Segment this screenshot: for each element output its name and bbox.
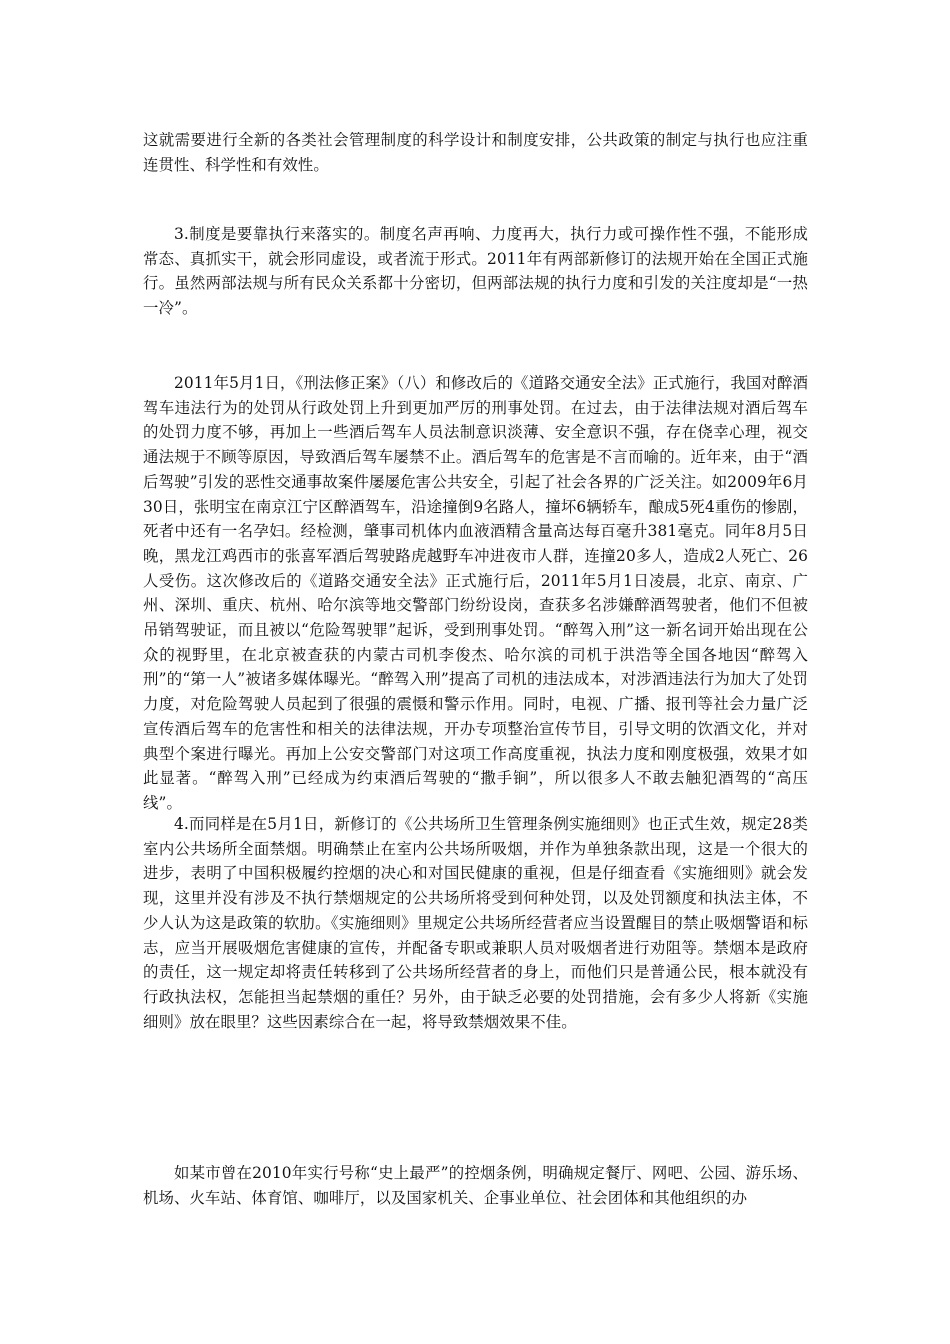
paragraph-drunk-driving: 2011年5月1日，《刑法修正案》（八）和修改后的《道路交通安全法》正式施行，我国对醉酒驾车违法行为的处罚从行政处罚上升到更加严厉的刑事处罚。在过去，由于法律法规对酒后驾车的处罚力度不够，再加上一些酒后驾车人员法制意识淡薄、安全意识不强，存在侥幸心理，视交通法规于不顾等原因，导致酒后驾车屡禁不止。酒后驾车的危害是不言而喻的。近年来，由于“酒后驾驶”引发的恶性交通事故案件屡屡危害公共安全，引起了社会各界的广泛关注。如2009年6月30日，张明宝在南京江宁区醉酒驾车，沿途撞倒9名路人，撞坏6辆轿车，酿成5死4重伤的惨剧，死者中还有一名孕妇。经检测，肇事司机体内血液酒精含量高达每百毫升381毫克。同年8月5日晚，黑龙江鸡西市的张喜军酒后驾驶路虎越野车冲进夜市人群，连撞20多人，造成2人死亡、26人受伤。这次修改后的《道路交通安全法》正式施行后，2011年5月1日凌晨，北京、南京、广州、深圳、重庆、杭州、哈尔滨等地交警部门纷纷设岗，查获多名涉嫌醉酒驾驶者，他们不但被吊销驾驶证，而且被以“危险驾驶罪”起诉，受到刑事处罚。“醉驾入刑”这一新名词开始出现在公众的视野里，在北京被查获的内蒙古司机李俊杰、哈尔滨的司机于洪浩等全国各地因“醉驾入刑”的“第一人”被诸多媒体曝光。“醉驾入刑”提高了司机的违法成本，对涉酒违法行为加大了处罚力度，对危险驾驶人员起到了很强的震慑和警示作用。同时，电视、广播、报刊等社会力量广泛宣传酒后驾车的危害性和相关的法律法规，开办专项整治宣传节目，引导文明的饮酒文化，并对典型个案进行曝光。再加上公安交警部门对这项工作高度重视，执法力度和刚度极强，效果才如此显著。“醉驾入刑”已经成为约束酒后驾驶的“撒手锏”，所以很多人不敢去触犯酒驾的“高压线”。 <box>143 374 808 812</box>
paragraph-point-4: 4.而同样是在5月1日，新修订的《公共场所卫生管理条例实施细则》也正式生效，规定28类室内公共场所全面禁烟。明确禁止在室内公共场所吸烟，并作为单独条款出现，这是一个很大的进步，表明了中国积极履约控烟的决心和对国民健康的重视，但是仔细查看《实施细则》就会发现，这里并没有涉及不执行禁烟规定的公共场所将受到何种处罚，以及处罚额度和执法主体，不少人认为这是政策的软肋。《实施细则》里规定公共场所经营者应当设置醒目的禁止吸烟警语和标志，应当开展吸烟危害健康的宣传，并配备专职或兼职人员对吸烟者进行劝阻等。禁烟本是政府的责任，这一规定却将责任转移到了公共场所经营者的身上，而他们只是普通公民，根本就没有行政执法权，怎能担当起禁烟的重任？另外，由于缺乏必要的处罚措施，会有多少人将新《实施细则》放在眼里？这些因素综合在一起，将导致禁烟效果不佳。 <box>143 815 808 1031</box>
paragraph-intro-continuation: 这就需要进行全新的各类社会管理制度的科学设计和制度安排，公共政策的制定与执行也应注重连贯性、科学性和有效性。 <box>143 131 808 174</box>
paragraph-smoking-example: 如某市曾在2010年实行号称“史上最严”的控烟条例，明确规定餐厅、网吧、公园、游乐场、机场、火车站、体育馆、咖啡厅，以及国家机关、企事业单位、社会团体和其他组织的办 <box>143 1164 808 1207</box>
paragraph-point-3: 3.制度是要靠执行来落实的。制度名声再响、力度再大，执行力或可操作性不强，不能形成常态、真抓实干，就会形同虚设，或者流于形式。2011年有两部新修订的法规开始在全国正式施行。虽然两部法规与所有民众关系都十分密切，但两部法规的执行力度和引发的关注度却是“一热一冷”。 <box>143 225 808 318</box>
